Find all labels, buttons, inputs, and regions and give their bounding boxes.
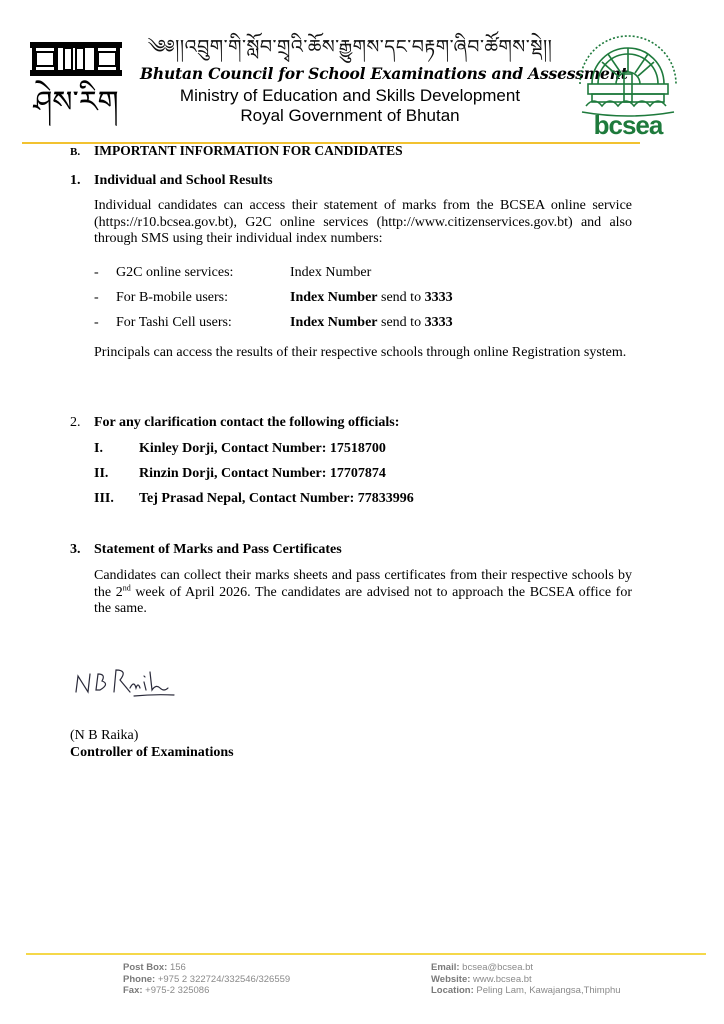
footer-value: bcsea@bcsea.bt <box>459 962 534 973</box>
send-text: send to <box>377 315 425 330</box>
signature-icon <box>72 662 182 702</box>
section-3-heading <box>70 541 342 559</box>
bcsea-logo <box>566 22 690 140</box>
footer-label: Email: <box>431 962 460 973</box>
list-label: G2C online services: <box>116 265 234 280</box>
sms-code: 3333 <box>424 290 453 305</box>
footer-fax <box>123 985 290 997</box>
official-contact: Rinzin Dorji, Contact Number: 17707874 <box>139 466 386 481</box>
principals-paragraph: Principals can access the results of their respective schools through online Registration system. <box>94 345 627 360</box>
list-value <box>290 289 453 314</box>
footer-email <box>431 962 621 974</box>
list-item <box>94 264 634 289</box>
svg-text:ཤེས་རིག: ཤེས་རིག <box>33 85 119 120</box>
para-text: week of April 2026. The candidates are advised not to approach the BCSEA office for the same. <box>94 584 632 616</box>
ministry-emblem-icon <box>28 40 124 126</box>
list-item <box>94 314 634 339</box>
footer-rule <box>26 953 706 955</box>
section-2-heading <box>70 414 399 432</box>
dharma-wheel-icon <box>566 22 690 140</box>
signatory-name: (N B Raika) <box>70 728 139 743</box>
footer-contact-left <box>123 962 290 997</box>
list-value <box>290 264 371 289</box>
ordinal-suffix: nd <box>122 582 131 592</box>
section-title: IMPORTANT INFORMATION FOR CANDIDATES <box>94 143 403 158</box>
official-item <box>94 440 414 465</box>
footer-website <box>431 974 621 986</box>
list-label: For Tashi Cell users: <box>116 315 232 330</box>
section-number: 2. <box>70 415 81 430</box>
dzongkha-title: ༄༅།།འབྲུག་གི་སློབ་གྲྭའི་ཆོས་རྒྱུགས་དང་བརྟག་ཞིབ་ཚོགས་སྡེ།། <box>147 37 553 58</box>
section-number: 3. <box>70 542 81 557</box>
footer-location <box>431 985 621 997</box>
council-name: Bhutan Council for School Examinations and Assessment <box>140 64 628 83</box>
footer-contact-right <box>431 962 621 997</box>
section-title: Statement of Marks and Pass Certificates <box>94 542 342 557</box>
footer-label: Website: <box>431 973 471 985</box>
send-text: send to <box>377 290 425 305</box>
footer-postbox <box>123 962 290 974</box>
footer-label: Location: <box>431 985 474 996</box>
signatory-role: Controller of Examinations <box>70 745 234 760</box>
list-value <box>290 314 453 339</box>
value-bold: Index Number <box>290 315 378 330</box>
official-item <box>94 490 414 515</box>
bullet-dash: - <box>94 265 99 280</box>
footer-phone <box>123 974 290 986</box>
ministry-name: Ministry of Education and Skills Development <box>179 86 521 105</box>
letterhead <box>140 36 628 126</box>
section-title: For any clarification contact the following officials: <box>94 415 400 430</box>
signature <box>72 662 182 702</box>
footer-value: +975-2 325086 <box>142 985 210 996</box>
para-text: Candidates can collect their marks sheets and pass certificates from their respective schools by the 2 <box>94 568 632 600</box>
section-number: 1. <box>70 173 81 188</box>
official-contact: Tej Prasad Nepal, Contact Number: 77833996 <box>139 491 414 506</box>
government-name: Royal Government of Bhutan <box>240 106 460 125</box>
roman-numeral: III. <box>94 491 114 506</box>
footer-value: Peling Lam, Kawajangsa,Thimphu <box>473 985 621 996</box>
officials-list <box>94 440 414 515</box>
footer-value: +975 2 322724/332546/326559 <box>155 973 291 985</box>
list-label: For B-mobile users: <box>116 290 228 305</box>
footer-value: 156 <box>167 962 186 973</box>
roman-numeral: II. <box>94 466 109 481</box>
bullet-dash: - <box>94 315 99 330</box>
section-letter: B. <box>70 146 81 158</box>
value-text: Index Number <box>290 265 372 280</box>
bullet-dash: - <box>94 290 99 305</box>
official-item <box>94 465 414 490</box>
section-3-paragraph <box>94 568 632 618</box>
footer-label: Phone: <box>123 973 156 985</box>
section-b-heading <box>70 142 403 161</box>
footer-label: Post Box: <box>123 962 168 973</box>
svg-text:bcsea: bcsea <box>593 110 663 140</box>
list-item <box>94 289 634 314</box>
roman-numeral: I. <box>94 441 103 456</box>
value-bold: Index Number <box>290 290 378 305</box>
sms-access-list <box>94 264 634 339</box>
section-1-paragraph: Individual candidates can access their statement of marks from the BCSEA online service (https://r10.bcsea.gov.bt), G2C online services (http://www.citizenservices.gov.bt) and also through SMS using their individual index numbers: <box>94 198 632 246</box>
footer-label: Fax: <box>123 985 143 996</box>
section-1-heading <box>70 172 273 190</box>
sms-code: 3333 <box>424 315 453 330</box>
ministry-logo <box>28 40 124 126</box>
section-title: Individual and School Results <box>94 173 273 188</box>
footer-value: www.bcsea.bt <box>470 973 532 985</box>
official-contact: Kinley Dorji, Contact Number: 17518700 <box>139 441 386 456</box>
